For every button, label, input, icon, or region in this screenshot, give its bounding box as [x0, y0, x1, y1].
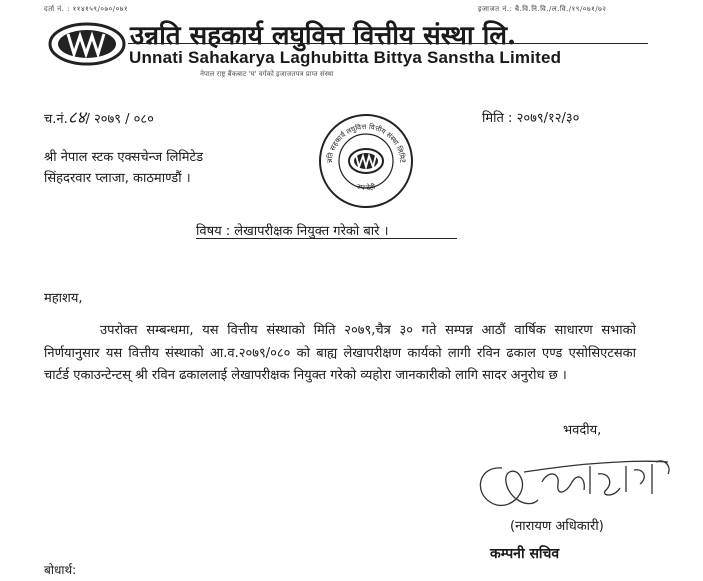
- letter-date: मिति : २०७९/१२/३०: [482, 111, 580, 126]
- svg-text:रुपन्देही: [356, 182, 376, 192]
- header-rule: [128, 43, 648, 44]
- closing: भवदीय,: [563, 423, 602, 438]
- registration-number: दर्ता नं. : ११४१५९/०७०/०७१: [44, 5, 129, 13]
- salutation: महाशय,: [44, 291, 83, 306]
- seal-text-top: न्नति सहकार्य लघुवित्त वित्तीय संस्था लिमिटे: [325, 122, 407, 164]
- company-name-nepali: उन्नति सहकार्य लघुवित्त वित्तीय संस्था लि.: [130, 21, 517, 51]
- header-subline: नेपाल राष्ट्र बैंकबाट 'घ' वर्गको इजाजतपत्र प्राप्त संस्था: [200, 70, 334, 78]
- reference-number: [44, 108, 154, 130]
- reference-year: / २०७९ / ०८०: [85, 112, 154, 127]
- company-logo: [48, 22, 126, 66]
- signature: [468, 452, 678, 524]
- subject-underline: [196, 238, 457, 239]
- reference-prefix: च.नं.: [44, 112, 68, 127]
- company-seal: [318, 113, 414, 209]
- letter-body: [44, 320, 636, 388]
- recipient-line-2: सिंहदरवार प्लाजा, काठमाण्डौं ।: [44, 171, 191, 186]
- license-number: इजाजत नं.: बै.वि.नि.वि./ल.वि./१९/०७१/७२: [478, 5, 607, 13]
- cc-label: बोधार्थ:: [44, 563, 77, 577]
- letter-body-text: उपरोक्त सम्बन्धमा, यस वित्तीय संस्थाको मिति २०७९,चैत्र ३० गते सम्पन्न आठौं वार्षिक साधारण सभाको निर्णयानुसार यस वित्तीय संस्थाको आ.व.२०७९/०८० को बाह्य लेखापरीक्षण कार्यको लागी रविन ढकाल एण्ड एसोसिएटसका चार्टर्ड एकाउन्टेन्टस् श्री रविन ढकाललाई लेखापरीक्षक नियुक्त गरेको व्यहोरा जानकारीको लागि सादर अनुरोध छ ।: [44, 323, 636, 383]
- seal-stamp-icon: [318, 113, 414, 209]
- reference-handwritten-number: ८४: [67, 108, 86, 128]
- company-name-english: Unnati Sahakarya Laghubitta Bittya Sanstha Limited: [129, 48, 562, 67]
- letter-subject: विषय : लेखापरीक्षक नियुक्त गरेको बारे ।: [196, 224, 389, 239]
- seal-text-bottom: रुपन्देही: [355, 182, 377, 193]
- recipient-line-1: श्री नेपाल स्टक एक्सचेन्ज लिमिटेड: [44, 150, 204, 165]
- handwritten-signature-icon: [468, 452, 678, 524]
- signer-name: (नारायण अधिकारी): [510, 519, 604, 534]
- logo-emblem-icon: [48, 22, 126, 66]
- signer-title-stamp: कम्पनी सचिव: [490, 546, 560, 562]
